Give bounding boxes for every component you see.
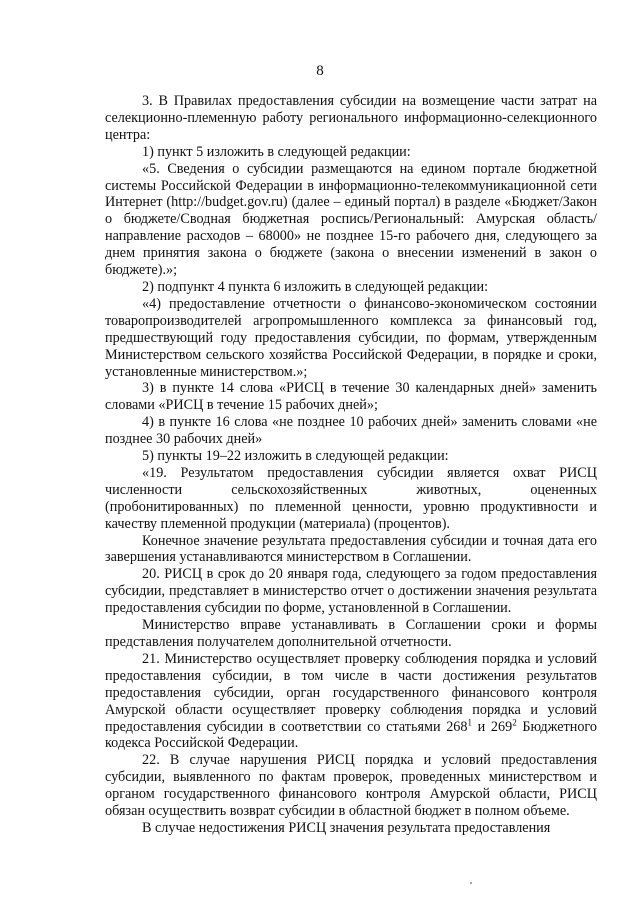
paragraph-point-20: 20. РИСЦ в срок до 20 января года, следующего за годом предоставления субсидии, представляет в министерство отчет о достижении значения результата предоставления субсидии по форме, установленной в Соглашении. — [105, 566, 597, 617]
paragraph-point-21-mid: и 269 — [472, 718, 513, 735]
paragraph-point-19: «19. Результатом предоставления субсидии является охват РИСЦ численности сельскохозяйственных животных, оцененных (пробонитированных) по племенной ценности, уровню продуктивности и качеству племенной продукции (материала) (процентов). — [105, 464, 597, 532]
paragraph-point-21-text: 21. Министерство осуществляет проверку соблюдения порядка и условий предоставления субсидии, в том числе в части достижения результатов предоставления субсидии, орган государственного финансового контроля Амурской области осуществляет проверку соблюдения порядка и условий предоставления субсидии в соответствии со статьями 268 — [105, 650, 597, 735]
paragraph-subpoint-4: «4) предоставление отчетности о финансово-экономическом состоянии товаропроизводителей агропромышленного комплекса за финансовый год, предшествующий году предоставления субсидии, по формам, утвержденным Министерством сельского хозяйства Российской Федерации, в порядке и сроки, установленные министерством.»; — [105, 295, 597, 380]
paragraph-point-5: «5. Сведения о субсидии размещаются на едином портале бюджетной системы Российской Федерации в информационно-телекоммуникационной сети Интернет (http://budget.gov.ru) (далее – единый портал) в разделе «Бюджет/Закон о бюджете/Сводная бюджетная роспись/Региональный: Амурская область/направление расходов – 68000» не позднее 15-го рабочего дня, следующего за днем принятия закона о бюджете (закона о внесении изменений в закон о бюджете).»; — [105, 160, 597, 279]
paragraph-final-value: Конечное значение результата предоставления субсидии и точная дата его завершения устанавливаются министерством в Соглашении. — [105, 532, 597, 566]
scan-speck — [470, 882, 472, 884]
paragraph-3-intro: 3. В Правилах предоставления субсидии на возмещение части затрат на селекционно-племенную работу регионального информационно-селекционного центра: — [105, 93, 597, 143]
footnote-marker-2: 2 — [512, 716, 517, 727]
page-number: 8 — [316, 63, 324, 79]
paragraph-point-21 — [105, 651, 597, 752]
paragraph-item-3: 3) в пункте 14 слова «РИСЦ в течение 30 календарных дней» заменить словами «РИСЦ в течение 15 рабочих дней»; — [105, 380, 597, 414]
paragraph-item-1: 1) пункт 5 изложить в следующей редакции: — [142, 143, 411, 160]
paragraph-point-22: 22. В случае нарушения РИСЦ порядка и условий предоставления субсидии, выявленного по фактам проверок, проведенных министерством и органом государственного финансового контроля Амурской области, РИСЦ обязан осуществить возврат субсидии в областной бюджет в полном объеме. — [105, 752, 597, 820]
footnote-marker-1: 1 — [467, 716, 472, 727]
paragraph-point-21-end: Бюджетного кодекса Российской Федерации. — [105, 718, 597, 752]
paragraph-item-2: 2) подпункт 4 пункта 6 изложить в следующей редакции: — [142, 278, 489, 295]
paragraph-item-4: 4) в пункте 16 слова «не позднее 10 рабочих дней» заменить словами «не позднее 30 рабочих дней» — [105, 414, 597, 448]
paragraph-item-5: 5) пункты 19–22 изложить в следующей редакции: — [142, 448, 449, 465]
document-body — [105, 93, 597, 837]
paragraph-ministry-right: Министерство вправе устанавливать в Соглашении сроки и формы представления получателем дополнительной отчетности. — [105, 617, 597, 650]
paragraph-non-achievement: В случае недостижения РИСЦ значения результата предоставления — [142, 819, 551, 836]
